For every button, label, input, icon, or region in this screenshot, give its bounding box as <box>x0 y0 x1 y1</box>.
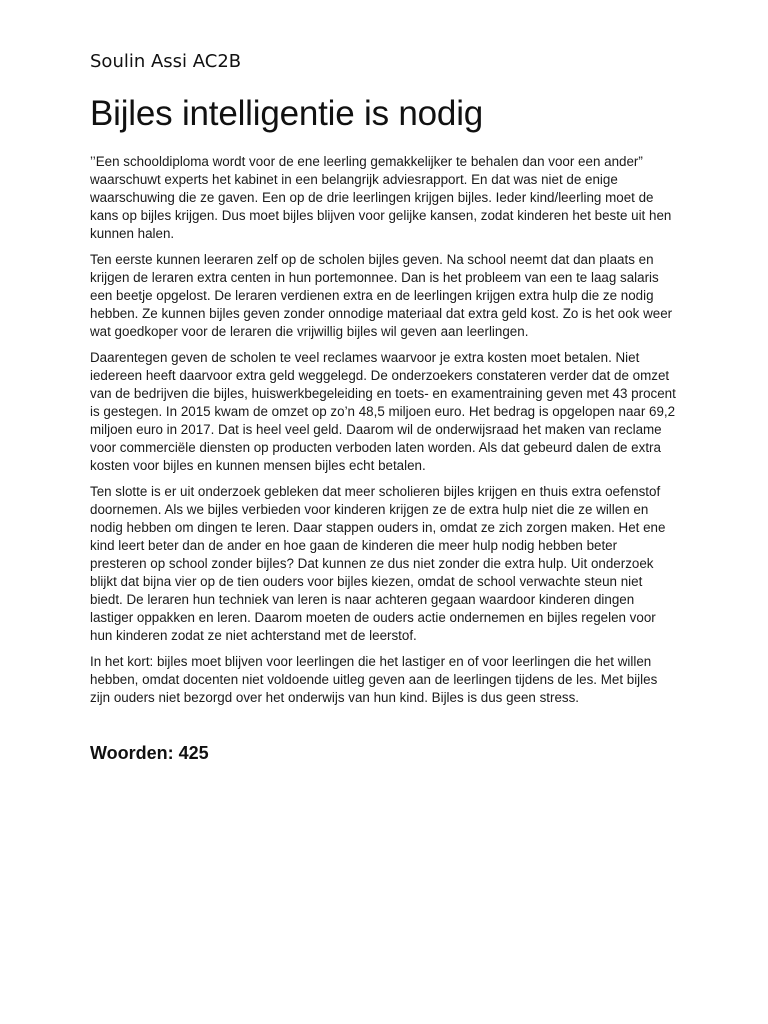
paragraph-conclusion: In het kort: bijles moet blijven voor leerlingen die het lastiger en of voor leerlingen die het willen hebben, omdat docenten niet voldoende uitleg geven aan de leerlingen tijdens de les. Met bijles zijn ouders niet bezorgd over het onderwijs van hun kind. Bijles is dus geen stress. <box>90 654 658 705</box>
paragraph-first-argument: Ten eerste kunnen leeraren zelf op de scholen bijles geven. Na school neemt dat dan plaats en krijgen de leraren extra centen in hun portemonnee. Dan is het probleem van een te laag salaris een beetje opgelost. De leraren verdienen extra en de leerlingen krijgen extra hulp die ze nodig hebben. Ze kunnen bijles geven zonder onnodige materiaal dat extra geld kost. Zo is het ook weer wat goedkoper voor de leraren die vrijwillig bijles wil geven aan leerlingen. <box>90 252 673 339</box>
paragraph-second-argument: Daarentegen geven de scholen te veel reclames waarvoor je extra kosten moet betalen. Niet iedereen heeft daarvoor extra geld weggelegd. De onderzoekers constateren verder dat de omzet van de bedrijven die bijles, huiswerkbegeleiding en toets- en examentraining geven met 43 procent is gestegen. In 2015 kwam de omzet op zo’n 48,5 miljoen euro. Het bedrag is opgelopen naar 69,2 miljoen euro in 2017. Dat is heel veel geld. Daarom wil de onderwijsraad het maken van reclame voor commerciële diensten op producten verboden laten worden. Als dat gebeurd dalen de extra kosten voor bijles en kunnen mensen bijles echt betalen. <box>90 350 676 473</box>
paragraph-intro: ’’Een schooldiploma wordt voor de ene leerling gemakkelijker te behalen dan voor een ander” waarschuwt experts het kabinet in een belangrijk adviesrapport. En dat was niet de enige waarschuwing die ze gaven. Een op de drie leerlingen krijgen bijles. Ieder kind/leerling moet de kans op bijles krijgen. Dus moet bijles blijven voor gelijke kansen, zodat kinderen het beste uit hen kunnen halen. <box>90 154 672 241</box>
document-body <box>90 153 676 707</box>
word-count: Woorden: 425 <box>90 743 209 763</box>
document-page <box>90 48 676 765</box>
paragraph-third-argument: Ten slotte is er uit onderzoek gebleken dat meer scholieren bijles krijgen en thuis extra oefenstof doornemen. Als we bijles verbieden voor kinderen krijgen ze de extra hulp niet die ze willen en nodig hebben om dingen te leren. Daar stappen ouders in, omdat ze zich zorgen maken. Het ene kind leert beter dan de ander en hoe gaan de kinderen die meer hulp nodig hebben beter presteren op school zonder bijles? Dat kunnen ze dus niet zonder die extra hulp. Uit onderzoek blijkt dat bijna vier op de tien ouders voor bijles kiezen, omdat de school verwachte steun niet biedt. De leraren hun techniek van leren is naar achteren gegaan waardoor kinderen dingen lastiger oppakken en leren. Daarom moeten de ouders actie ondernemen en bijles regelen voor hun kinderen zodat ze niet achterstand met de leerstof. <box>90 484 666 643</box>
document-title: Bijles intelligentie is nodig <box>90 94 484 133</box>
author-line: Soulin Assi AC2B <box>90 51 242 72</box>
